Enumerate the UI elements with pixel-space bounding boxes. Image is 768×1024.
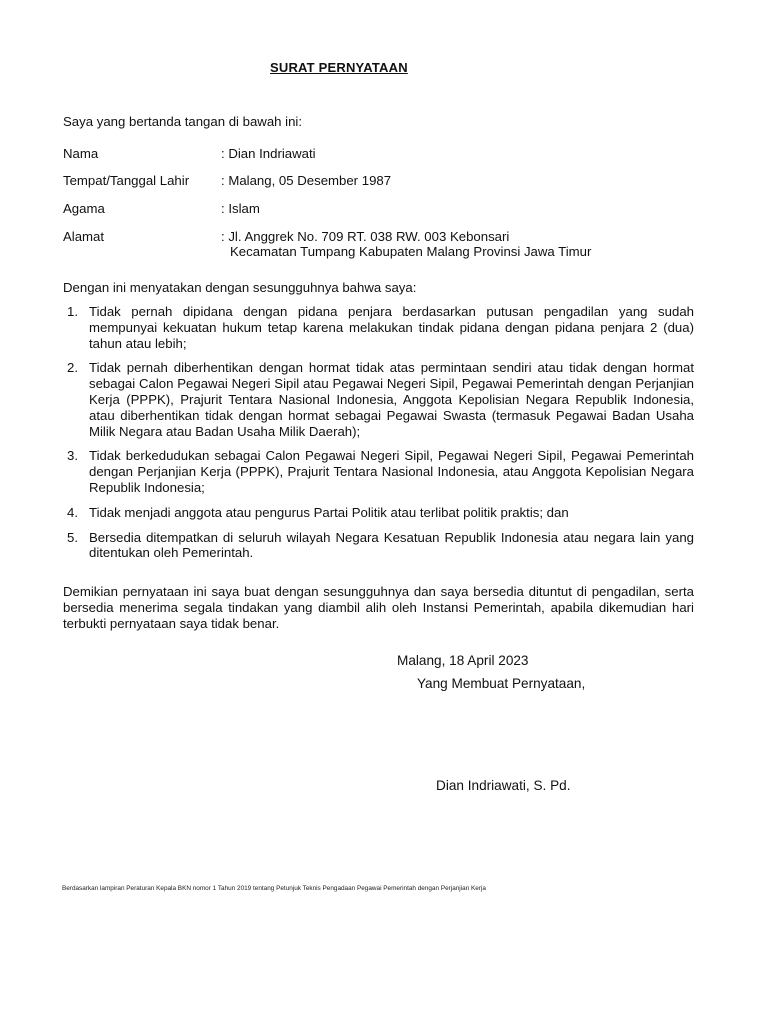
field-label: Alamat bbox=[63, 229, 105, 244]
declaration-intro: Dengan ini menyatakan dengan sesungguhnya bahwa saya: bbox=[63, 280, 417, 295]
item-number: 5. bbox=[67, 529, 78, 545]
field-label: Tempat/Tanggal Lahir bbox=[63, 173, 190, 188]
item-number: 2. bbox=[67, 360, 78, 376]
field-value: : Dian Indriawati bbox=[221, 146, 316, 161]
item-text: Tidak berkedudukan sebagai Calon Pegawai Negeri Sipil, Pegawai Negeri Sipil, Pegawai Pemerintah dengan Perjanjian Kerja (PPPK), Prajurit Tentara Nasional Indonesia, atau Anggota Kepolisian Negara Republik Indonesia; bbox=[89, 448, 694, 495]
signer-name: Dian Indriawati, S. Pd. bbox=[436, 778, 571, 793]
item-text: Tidak pernah diberhentikan dengan hormat tidak atas permintaan sendiri atau tidak dengan hormat sebagai Calon Pegawai Negeri Sipil atau Pegawai Negeri Sipil, Pegawai Pemerintah dengan Perjanjian Kerja (PPPK), Prajurit Tentara Nasional Indonesia, Anggota Kepolisian Negara Republik Indonesia, atau diberhentikan tidak dengan hormat sebagai Pegawai Swasta (termasuk Pegawai Badan Usaha Milik Negara atau Badan Usaha Milik Daerah); bbox=[89, 360, 694, 439]
item-number: 1. bbox=[67, 304, 78, 319]
intro-text: Saya yang bertanda tangan di bawah ini: bbox=[63, 114, 303, 129]
field-value bbox=[221, 229, 591, 259]
item-text: Bersedia ditempatkan di seluruh wilayah Negara Kesatuan Republik Indonesia atau negara lain yang ditentukan oleh Pemerintah. bbox=[89, 529, 694, 561]
item-text: Tidak menjadi anggota atau pengurus Partai Politik atau terlibat politik praktis; dan bbox=[89, 504, 569, 520]
list-item bbox=[63, 530, 694, 562]
address-line-1: : Jl. Anggrek No. 709 RT. 038 RW. 003 Kebonsari bbox=[221, 229, 510, 244]
item-text: Tidak pernah dipidana dengan pidana penjara berdasarkan putusan pengadilan yang sudah mempunyai kekuatan hukum tetap karena melakukan tindak pidana dengan pidana penjara 2 (dua) tahun atau lebih; bbox=[89, 304, 694, 351]
declaration-list bbox=[63, 304, 694, 570]
list-item bbox=[63, 505, 694, 521]
list-item bbox=[63, 448, 694, 495]
list-item bbox=[63, 304, 694, 351]
item-number: 4. bbox=[67, 504, 78, 520]
field-value: : Malang, 05 Desember 1987 bbox=[221, 173, 392, 188]
address-line-2: Kecamatan Tumpang Kabupaten Malang Provinsi Jawa Timur bbox=[230, 244, 592, 259]
footnote: Berdasarkan lampiran Peraturan Kepala BKN nomor 1 Tahun 2019 tentang Petunjuk Teknis Pengadaan Pegawai Pemerintah dengan Perjanjian Kerja bbox=[62, 885, 486, 892]
maker-label: Yang Membuat Pernyataan, bbox=[417, 676, 586, 691]
place-date: Malang, 18 April 2023 bbox=[397, 653, 529, 668]
item-number: 3. bbox=[67, 448, 78, 464]
field-value: : Islam bbox=[221, 201, 260, 216]
field-label: Agama bbox=[63, 201, 105, 216]
field-label: Nama bbox=[63, 146, 99, 161]
closing-paragraph: Demikian pernyataan ini saya buat dengan sesungguhnya dan saya bersedia dituntut di pengadilan, serta bersedia menerima segala tindakan yang diambil alih oleh Instansi Pemerintah, apabila dikemudian hari terbukti pernyataan saya tidak benar. bbox=[63, 584, 694, 631]
list-item bbox=[63, 360, 694, 439]
document-title: SURAT PERNYATAAN bbox=[270, 60, 408, 75]
